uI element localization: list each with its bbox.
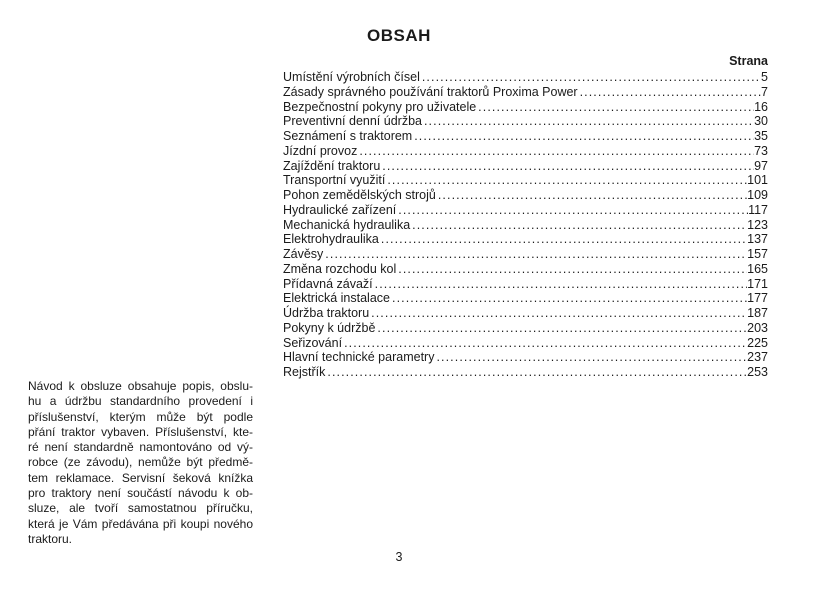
- note-line: robce (ze závodu), nemůže být předmě-: [28, 455, 253, 470]
- toc-dot-leader: [342, 336, 747, 351]
- toc-entry: [283, 85, 768, 100]
- toc-entry-page: 225: [747, 335, 768, 350]
- note-line: hu a údržbu standardního provedení i: [28, 394, 253, 409]
- toc-dot-leader: [412, 129, 754, 144]
- toc-entry-title: Změna rozchodu kol: [283, 261, 397, 276]
- toc-entry-title: Mechanická hydraulika: [283, 217, 411, 232]
- toc-entry: [283, 129, 768, 144]
- toc-dot-leader: [369, 306, 747, 321]
- toc-dot-leader: [385, 173, 747, 188]
- toc-entry: [283, 114, 768, 129]
- toc-entry-page: 117: [748, 202, 768, 217]
- toc-entry-page: 101: [747, 173, 768, 188]
- toc-entry: [283, 277, 768, 292]
- toc-entry: [283, 100, 768, 115]
- page-title: OBSAH: [367, 26, 431, 45]
- note-line: pro traktory není součástí návodu k ob-: [28, 486, 253, 501]
- toc-dot-leader: [396, 203, 748, 218]
- toc-dot-leader: [578, 85, 761, 100]
- toc-entry-page: 123: [747, 217, 768, 232]
- toc-entry-page: 171: [747, 276, 768, 291]
- toc-entry-page: 253: [747, 365, 768, 379]
- note-line: traktoru.: [28, 531, 73, 546]
- toc-entry-title: Hlavní technické parametry: [283, 350, 435, 365]
- note-line: ré není standardně namontováno od vý-: [28, 440, 253, 455]
- toc-entry: [283, 203, 768, 218]
- toc-entry: [283, 306, 768, 321]
- toc-entry-title: Údržba traktoru: [283, 306, 370, 320]
- toc-entry-title: Pokyny k údržbě: [283, 320, 376, 335]
- toc-entry-title: Bezpečnostní pokyny pro uživatele: [283, 99, 477, 114]
- toc-entry-page: 177: [747, 291, 768, 306]
- toc-entry-page: 157: [747, 247, 768, 261]
- toc-entry-page: 73: [754, 143, 768, 158]
- toc-entry-title: Preventivní denní údržba: [283, 114, 422, 129]
- toc-entry-title: Umístění výrobních čísel: [283, 70, 420, 84]
- toc-entry: [283, 321, 768, 336]
- toc-dot-leader: [373, 277, 748, 292]
- toc-dot-leader: [436, 188, 747, 203]
- toc-dot-leader: [323, 247, 747, 262]
- toc-entry: [283, 232, 768, 247]
- toc-entry-title: Elektrická instalace: [283, 291, 390, 306]
- toc-entry-title: Seznámení s traktorem: [283, 129, 413, 143]
- table-of-contents: [283, 54, 768, 380]
- toc-entry: [283, 159, 768, 174]
- toc-dot-leader: [357, 144, 754, 159]
- toc-dot-leader: [420, 70, 761, 85]
- toc-entry-page: 16: [754, 99, 768, 114]
- toc-dot-leader: [410, 218, 747, 233]
- toc-entry-title: Zajíždění traktoru: [283, 158, 381, 173]
- note-line: Návod k obsluze obsahuje popis, obslu-: [28, 379, 253, 393]
- page-number: 3: [395, 550, 403, 564]
- intro-note: [28, 379, 253, 547]
- note-line: přání traktor vybaven. Příslušenství, kte-: [28, 424, 253, 439]
- toc-entry: [283, 350, 768, 365]
- toc-dot-leader: [325, 365, 747, 380]
- toc-entry-title: Hydraulické zařízení: [283, 202, 397, 217]
- toc-entry-page: 165: [747, 261, 768, 276]
- toc-entry: [283, 247, 768, 262]
- toc-entry-page: 109: [747, 188, 768, 202]
- toc-entry: [283, 291, 768, 306]
- toc-entry-page: 237: [747, 350, 768, 365]
- toc-dot-leader: [434, 350, 747, 365]
- toc-page-column-header: Strana: [729, 54, 768, 68]
- toc-dot-leader: [422, 114, 754, 129]
- toc-entry-title: Transportní využití: [283, 173, 386, 188]
- toc-dot-leader: [380, 159, 754, 174]
- toc-entry-title: Jízdní provoz: [283, 143, 358, 158]
- toc-entry-title: Elektrohydraulika: [283, 232, 379, 247]
- toc-entry: [283, 336, 768, 351]
- toc-entry: [283, 262, 768, 277]
- toc-entry-page: 97: [754, 158, 768, 173]
- toc-dot-leader: [396, 262, 747, 277]
- toc-dot-leader: [390, 291, 747, 306]
- toc-entry: [283, 144, 768, 159]
- toc-entry-title: Přídavná závaží: [283, 276, 373, 291]
- toc-entry-page: 137: [747, 232, 768, 247]
- toc-entry-page: 187: [747, 306, 768, 320]
- toc-entry-title: Rejstřík: [283, 365, 326, 379]
- toc-dot-leader: [379, 232, 747, 247]
- toc-list: [283, 70, 768, 380]
- toc-entry: [283, 70, 768, 85]
- toc-entry-title: Seřizování: [283, 335, 343, 350]
- toc-entry: [283, 173, 768, 188]
- toc-entry-page: 7: [761, 84, 768, 99]
- toc-entry-page: 5: [761, 70, 768, 84]
- toc-entry-page: 35: [754, 129, 768, 143]
- toc-dot-leader: [476, 100, 754, 115]
- note-line: příslušenství, kterým může být podle: [28, 409, 253, 424]
- toc-entry-title: Závěsy: [283, 247, 324, 261]
- note-line: která je Vám předávána při koupi nového: [28, 516, 253, 531]
- toc-entry: [283, 218, 768, 233]
- toc-entry-title: Pohon zemědělských strojů: [283, 188, 436, 202]
- toc-entry-page: 203: [747, 320, 768, 335]
- toc-dot-leader: [375, 321, 747, 336]
- note-line: sluze, ale tvoří samostatnou příručku,: [28, 501, 253, 516]
- toc-entry-title: Zásady správného používání traktorů Proxima Power: [283, 84, 578, 99]
- note-line: tem reklamace. Servisní šeková knížka: [28, 470, 253, 485]
- toc-entry: [283, 365, 768, 380]
- toc-entry-page: 30: [754, 114, 768, 129]
- toc-entry: [283, 188, 768, 203]
